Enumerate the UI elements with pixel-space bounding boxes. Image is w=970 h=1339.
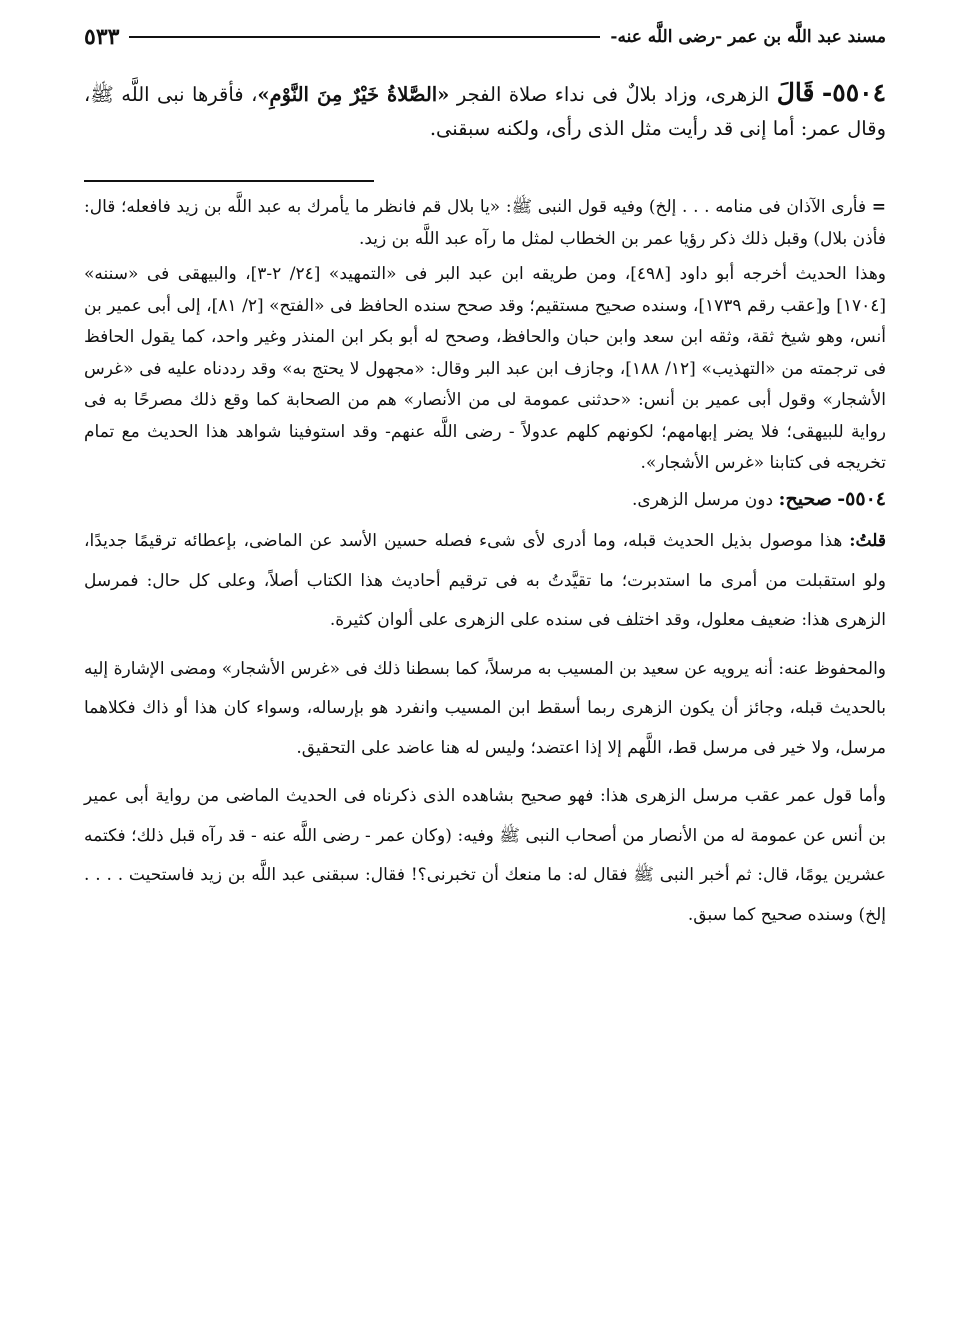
hadith-text-a: الزهرى، وزاد بلالٌ فى نداء صلاة الفجر [449,83,777,106]
hadith-quote: «الصَّلاةُ خَيْرٌ مِنَ النَّوْمِ» [257,83,450,106]
commentary-para-3: وأما قول عمر عقب مرسل الزهرى هذا: فهو صحيح بشاهده الذى ذكرناه فى الحديث الماضى من رواية أبى عمير بن أنس عن عمومة له من الأنصار من أصحاب النبى ﷺ وفيه: (وكان عمر - رضى اللَّه عنه - قد رآه قبل ذلك؛ فكتمه عشرين يومًا، قال: ثم أخبر النبى ﷺ فقال له: ما منعك أن تخبرنى؟! فقال: سبقنى عبد اللَّه بن زيد فاستحيت . . . . إلخ) وسنده صحيح كما سبق. [84,786,886,925]
page-header [84,20,886,54]
continuation-marker: = [871,197,886,217]
footnotes [84,192,886,516]
document-page [84,20,886,1319]
commentary [84,522,886,935]
grade-text: دون مرسل الزهرى. [632,489,779,510]
grade-line [84,484,886,517]
hadith-number: ٥٥٠٤- [821,78,887,107]
running-title: مسند عبد اللَّه بن عمر -رضى اللَّه عنه- [610,27,886,47]
page-number: ٥٣٣ [84,24,120,50]
footnote-para-1-text: فأرى الآذان فى منامه . . . إلخ) وفيه قول النبى ﷺ: «يا بلال قم فانظر ما يأمرك به عبد اللَّه بن زيد فافعله؛ قال: فأذن بلال) وقبل ذلك ذكر رؤيا عمر بن الخطاب لمثل ما رآه عبد اللَّه بن زيد. [84,197,886,249]
grade-label: صحيح: [778,487,832,510]
footnote-para-1 [84,192,886,255]
header-rule [129,36,600,38]
footnote-para-2: وهذا الحديث أخرجه أبو داود [٤٩٨]، ومن طريقه ابن عبد البر فى «التمهيد» [٢٤/ ٢-٣]، والبيهقى فى «سننه» [١٧٠٤] و[عقب رقم ١٧٣٩]، وسنده صحيح مستقيم؛ وقد صحح سنده الحافظ فى «الفتح» [٢/ ٨١]، إلى أبى عمير بن أنس، وهو شيخ ثقة، وثقه ابن سعد وابن حبان والحافظ، وصحح له أبو بكر ابن المنذر وغير واحد، كما يقول الحافظ فى ترجمته من «التهذيب» [١٢/ ١٨٨]، وجازف ابن عبد البر وقال: «مجهول لا يحتج به» وقد رددناه عليه فى «غرس الأشجار» وقول أبى عمير بن أنس: «حدثنى عمومة لى من الأنصار» هم من الصحابة كما وقع ذلك مصرحًا به فى رواية للبيهقى؛ فلا يضر إبهامهم؛ لكونهم كلهم عدولاً - رضى اللَّه عنهم- وقد استوفينا شواهد هذا الحديث مع تمام تخريجه فى كتابنا «غرس الأشجار». [84,264,886,473]
commentary-lead: قلتُ: [849,531,886,551]
commentary-para-2: والمحفوظ عنه: أنه يرويه عن سعيد بن المسيب به مرسلاً، كما بسطنا ذلك فى «غرس الأشجار» ومضى الإشارة إليه بالحديث قبله، وجائز أن يكون الزهرى ربما أسقط ابن المسيب وانفرد هو بإرساله، وسواء كان هذا أو ذاك فكلاهما مرسل، ولا خير فى مرسل قط، اللَّهم إلا إذا اعتضد؛ وليس له هنا عاضد على التحقيق. [84,658,886,758]
hadith-text-b: ، فأقرها نبى اللَّه ﷺ، وقال عمر: أما إنى قد رأيت مثل الذى رأى، ولكنه سبقنى. [84,83,886,140]
hadith-text [84,76,886,146]
commentary-para-1 [84,522,886,641]
grade-number: ٥٥٠٤- [837,487,886,510]
commentary-para-1-text: هذا موصول بذيل الحديث قبله، وما أدرى لأى شىء فصله حسين الأسد عن الماضى، بإعطائه ترقيمًا جديدًا، ولو استقبلت من أمرى ما استدبرت؛ ما تقيَّدتُ به فى ترقيم أحاديث هذا الكتاب أصلاً، وعلى كل حال: فمرسل الزهرى هذا: ضعيف معلول، وقد اختلف فى سنده على الزهرى على ألوان كثيرة. [84,531,886,630]
footnote-separator [84,180,374,182]
hadith-intro: قَالَ [776,78,815,107]
